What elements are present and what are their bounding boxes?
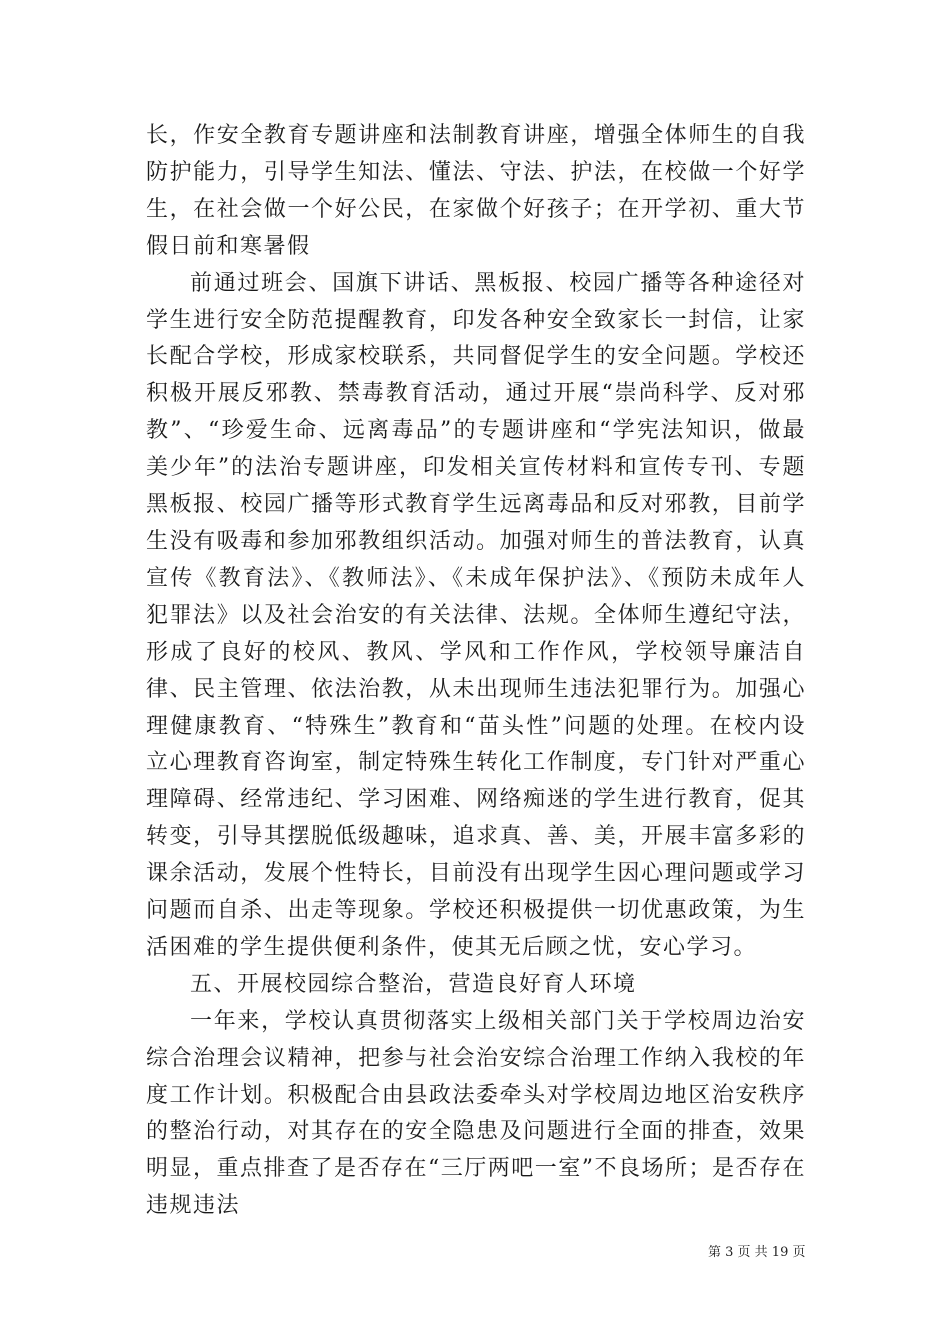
paragraph-safety-education: 前通过班会、国旗下讲话、黑板报、校园广播等各种途径对学生进行安全防范提醒教育，印发各种安全致家长一封信，让家长配合学校，形成家校联系，共同督促学生的安全问题。学校还积极开展反邪教、禁毒教育活动，通过开展“崇尚科学、反对邪教”、“珍爱生命、远离毒品”的专题讲座和“学宪法知识，做最美少年”的法治专题讲座，印发相关宣传材料和宣传专刊、专题黑板报、校园广播等形式教育学生远离毒品和反对邪教，目前学生没有吸毒和参加邪教组织活动。加强对师生的普法教育，认真宣传《教育法》、《教师法》、《未成年保护法》、《预防未成年人犯罪法》以及社会治安的有关法律、法规。全体师生遵纪守法，形成了良好的校风、教风、学风和工作作风，学校领导廉洁自律、民主管理、依法治教，从未出现师生违法犯罪行为。加强心理健康教育、“特殊生”教育和“苗头性”问题的处理。在校内设立心理教育咨询室，制定特殊生转化工作制度，专门针对严重心理障碍、经常违纪、学习困难、网络痴迷的学生进行教育，促其转变，引导其摆脱低级趣味，追求真、善、美，开展丰富多彩的课余活动，发展个性特长，目前没有出现学生因心理问题或学习问题而自杀、出走等现象。学校还积极提供一切优惠政策，为生活困难的学生提供便利条件，使其无后顾之忧，安心学习。 — [146, 270, 806, 960]
document-body — [146, 118, 806, 1225]
section-heading-five: 五、开展校园综合整治，营造良好育人环境 — [190, 971, 637, 997]
paragraph-continuation: 长，作安全教育专题讲座和法制教育讲座，增强全体师生的自我防护能力，引导学生知法、懂法、守法、护法，在校做一个好学生，在社会做一个好公民，在家做个好孩子；在开学初、重大节假日前和寒暑假 — [146, 123, 806, 259]
paragraph-campus-rectification: 一年来，学校认真贯彻落实上级相关部门关于学校周边治安综合治理会议精神，把参与社会治安综合治理工作纳入我校的年度工作计划。积极配合由县政法委牵头对学校周边地区治安秩序的整治行动，对其存在的安全隐患及问题进行全面的排查，效果明显，重点排查了是否存在“三厅两吧一室”不良场所；是否存在违规违法 — [146, 1008, 806, 1219]
page-number-footer: 第 3 页 共 19 页 — [708, 1245, 806, 1260]
